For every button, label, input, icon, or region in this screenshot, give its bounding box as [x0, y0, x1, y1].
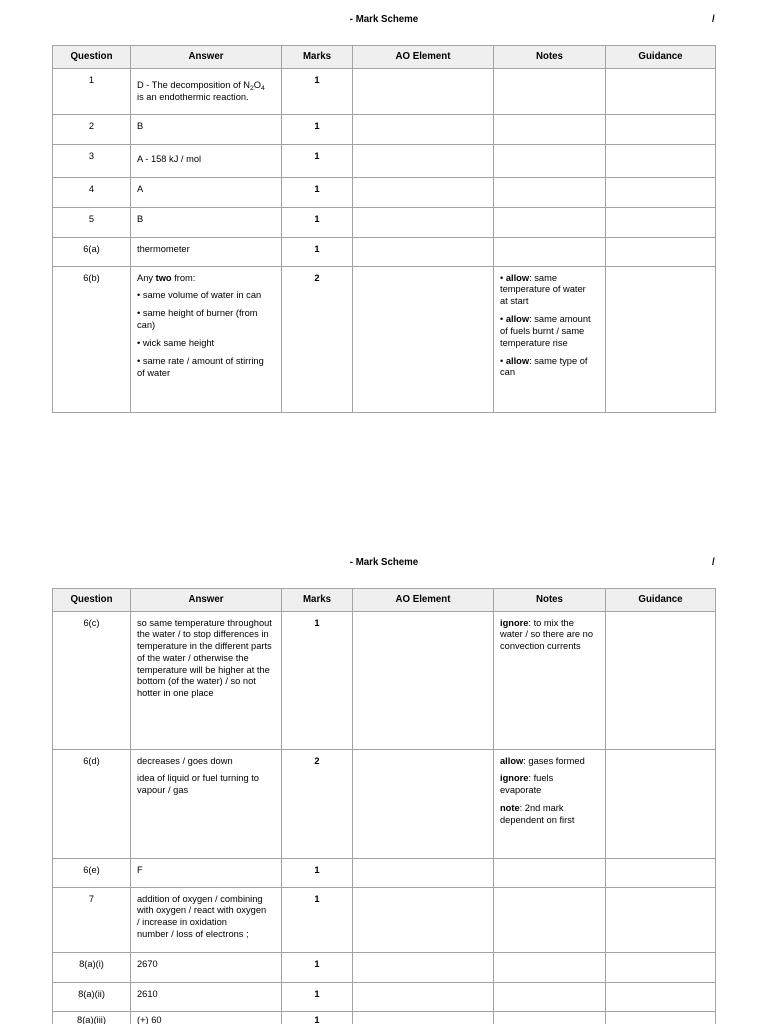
notes-cell	[494, 208, 606, 238]
answer-paragraph	[137, 80, 278, 104]
marks-value: 1	[282, 115, 353, 145]
bold-keyword: ignore	[500, 773, 529, 784]
table-row	[53, 145, 716, 178]
text-run: : same amount of fuels burnt / same temperature rise	[500, 314, 591, 348]
ao-element-cell	[353, 208, 494, 238]
ao-element-cell	[353, 859, 494, 888]
subscript-text: 2	[250, 85, 254, 93]
table-row	[53, 859, 716, 888]
table-row	[53, 267, 716, 413]
guidance-cell	[606, 859, 716, 888]
question-number: 6(e)	[53, 859, 131, 888]
answer-paragraph: idea of liquid or fuel turning to vapour / gas	[137, 773, 259, 796]
notes-cell	[494, 983, 606, 1012]
answer-paragraph: 2610	[137, 988, 158, 999]
answer-paragraph	[137, 273, 278, 285]
question-number: 1	[53, 69, 131, 115]
table-header-row	[53, 589, 716, 612]
table-row	[53, 69, 716, 115]
ao-element-cell	[353, 267, 494, 413]
answer-cell	[131, 145, 282, 178]
answer-cell	[131, 238, 282, 267]
marks-value: 1	[282, 208, 353, 238]
answer-paragraph: • same rate / amount of stirring of water	[137, 356, 264, 379]
answer-paragraph: B	[137, 120, 144, 131]
notes-cell	[494, 145, 606, 178]
notes-cell	[494, 178, 606, 208]
text-run: : same temperature of water at start	[500, 272, 586, 307]
column-header-question: Question	[53, 46, 131, 69]
guidance-cell	[606, 145, 716, 178]
question-number: 8(a)(i)	[53, 953, 131, 983]
table-row	[53, 750, 716, 859]
mark-scheme-table	[52, 45, 716, 413]
notes-paragraph	[500, 803, 602, 827]
answer-cell	[131, 953, 282, 983]
marks-value: 1	[282, 69, 353, 115]
answer-cell	[131, 208, 282, 238]
bold-keyword: allow	[505, 355, 530, 366]
question-number: 8(a)(ii)	[53, 983, 131, 1012]
answer-cell	[131, 859, 282, 888]
notes-cell	[494, 612, 606, 750]
text-run: Any	[137, 272, 156, 283]
ao-element-cell	[353, 69, 494, 115]
ao-element-cell	[353, 115, 494, 145]
notes-cell	[494, 115, 606, 145]
marks-value: 1	[282, 953, 353, 983]
column-header-answer: Answer	[131, 589, 282, 612]
table-row	[53, 983, 716, 1012]
text-run: : to mix the water / so there are no convection currents	[500, 617, 594, 652]
page-header-title: - Mark Scheme	[349, 557, 419, 568]
answer-paragraph: • same volume of water in can	[137, 290, 262, 301]
table-row	[53, 238, 716, 267]
column-header-guidance: Guidance	[606, 589, 716, 612]
guidance-cell	[606, 983, 716, 1012]
ao-element-cell	[353, 953, 494, 983]
notes-cell	[494, 1012, 606, 1024]
question-number: 6(d)	[53, 750, 131, 859]
table-row	[53, 208, 716, 238]
answer-paragraph: (+) 60	[137, 1015, 162, 1024]
page-header-page-number: /	[712, 557, 715, 568]
guidance-cell	[606, 208, 716, 238]
answer-cell	[131, 888, 282, 953]
notes-paragraph	[500, 756, 602, 768]
notes-cell	[494, 859, 606, 888]
guidance-cell	[606, 69, 716, 115]
notes-cell	[494, 750, 606, 859]
answer-paragraph: • same height of burner (from can)	[137, 308, 258, 331]
answer-paragraph: A - 158 kJ / mol	[137, 154, 202, 164]
question-number: 6(b)	[53, 267, 131, 413]
notes-paragraph	[500, 618, 602, 653]
notes-paragraph	[500, 773, 602, 797]
column-header-notes: Notes	[494, 589, 606, 612]
marks-value: 1	[282, 859, 353, 888]
bold-keyword: note	[500, 803, 520, 814]
answer-cell	[131, 115, 282, 145]
answer-paragraph: A	[137, 183, 144, 194]
answer-paragraph: decreases / goes down	[137, 755, 233, 766]
marks-value: 1	[282, 612, 353, 750]
table-row	[53, 953, 716, 983]
answer-paragraph: F	[137, 864, 143, 875]
notes-cell	[494, 267, 606, 413]
question-number: 4	[53, 178, 131, 208]
ao-element-cell	[353, 145, 494, 178]
guidance-cell	[606, 238, 716, 267]
text-run: from:	[171, 272, 196, 283]
guidance-cell	[606, 267, 716, 413]
column-header-question: Question	[53, 589, 131, 612]
answer-paragraph: so same temperature throughout the water / to stop differences in temperature in the different parts of the water / otherwise the temperature will be higher at the bottom (of the water) / so not hotter in one place	[137, 617, 272, 699]
notes-paragraph	[500, 314, 602, 349]
guidance-cell	[606, 178, 716, 208]
question-number: 3	[53, 145, 131, 178]
bold-keyword: allow	[505, 272, 530, 283]
answer-paragraph: 2670	[137, 958, 158, 969]
table-row	[53, 612, 716, 750]
notes-cell	[494, 238, 606, 267]
answer-cell	[131, 1012, 282, 1024]
column-header-ao-element: AO Element	[353, 589, 494, 612]
table-header-row	[53, 46, 716, 69]
marks-value: 1	[282, 1012, 353, 1024]
text-run: : fuels evaporate	[500, 773, 554, 796]
marks-value: 2	[282, 267, 353, 413]
answer-cell	[131, 69, 282, 115]
answer-cell	[131, 612, 282, 750]
marks-value: 1	[282, 178, 353, 208]
notes-paragraph	[500, 273, 602, 308]
column-header-ao-element: AO Element	[353, 46, 494, 69]
question-number: 2	[53, 115, 131, 145]
mark-scheme-table	[52, 588, 716, 1024]
answer-cell	[131, 178, 282, 208]
text-run: •	[500, 314, 506, 325]
notes-cell	[494, 953, 606, 983]
text-run: : same type of can	[500, 355, 588, 378]
answer-paragraph: B	[137, 213, 144, 224]
answer-cell	[131, 983, 282, 1012]
marks-value: 2	[282, 750, 353, 859]
text-run: O	[253, 80, 262, 90]
column-header-guidance: Guidance	[606, 46, 716, 69]
answer-paragraph: thermometer	[137, 243, 190, 254]
table-row	[53, 1012, 716, 1024]
guidance-cell	[606, 888, 716, 953]
text-run: is an endothermic reaction.	[137, 91, 249, 102]
subscript-text: 4	[261, 85, 265, 93]
question-number: 5	[53, 208, 131, 238]
guidance-cell	[606, 953, 716, 983]
answer-cell	[131, 750, 282, 859]
ao-element-cell	[353, 1012, 494, 1024]
question-number: 7	[53, 888, 131, 953]
notes-paragraph	[500, 356, 602, 380]
text-run: •	[500, 272, 506, 283]
answer-cell	[131, 267, 282, 413]
ao-element-cell	[353, 888, 494, 953]
answer-paragraph: • wick same height	[137, 338, 215, 349]
marks-value: 1	[282, 145, 353, 178]
notes-cell	[494, 888, 606, 953]
notes-cell	[494, 69, 606, 115]
bold-keyword: allow	[500, 755, 524, 766]
text-run: •	[500, 355, 506, 366]
question-number: 8(a)(iii)	[53, 1012, 131, 1024]
ao-element-cell	[353, 238, 494, 267]
guidance-cell	[606, 750, 716, 859]
ao-element-cell	[353, 178, 494, 208]
text-run: : 2nd mark dependent on first	[500, 803, 575, 826]
column-header-notes: Notes	[494, 46, 606, 69]
column-header-answer: Answer	[131, 46, 282, 69]
page-header-page-number: /	[712, 14, 715, 25]
text-run: D - The decomposition of N	[137, 80, 250, 90]
bold-keyword: ignore	[500, 617, 529, 628]
ao-element-cell	[353, 612, 494, 750]
table-row	[53, 115, 716, 145]
question-number: 6(c)	[53, 612, 131, 750]
ao-element-cell	[353, 983, 494, 1012]
mark-scheme-page	[0, 543, 768, 1024]
column-header-marks: Marks	[282, 589, 353, 612]
question-number: 6(a)	[53, 238, 131, 267]
guidance-cell	[606, 1012, 716, 1024]
table-row	[53, 178, 716, 208]
guidance-cell	[606, 115, 716, 145]
guidance-cell	[606, 612, 716, 750]
bold-keyword: allow	[505, 314, 530, 325]
marks-value: 1	[282, 238, 353, 267]
answer-paragraph: addition of oxygen / combining with oxygen / react with oxygen / increase in oxidation number / loss of electrons ;	[137, 893, 267, 939]
text-run: : gases formed	[523, 755, 585, 766]
table-row	[53, 888, 716, 953]
bold-keyword: two	[155, 272, 172, 283]
marks-value: 1	[282, 888, 353, 953]
column-header-marks: Marks	[282, 46, 353, 69]
marks-value: 1	[282, 983, 353, 1012]
ao-element-cell	[353, 750, 494, 859]
page-header-title: - Mark Scheme	[349, 14, 419, 25]
